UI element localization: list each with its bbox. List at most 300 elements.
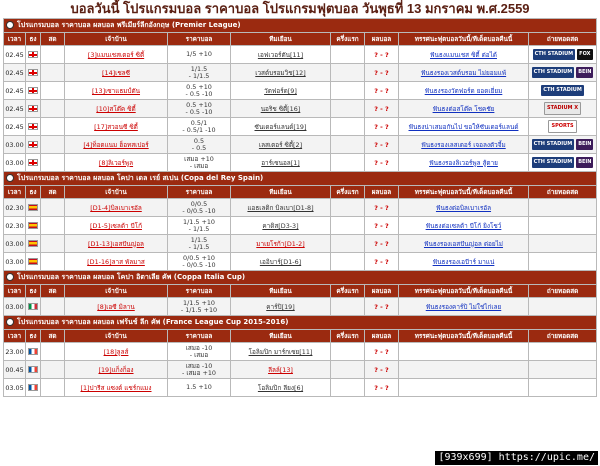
- home-team-cell: [65, 379, 168, 397]
- tip-cell: [399, 235, 529, 253]
- flag-cell: [26, 118, 41, 136]
- odds-cell: [168, 46, 231, 64]
- flag-cell: [26, 100, 41, 118]
- home-team-cell: [65, 199, 168, 217]
- away-team-cell: [231, 217, 331, 235]
- home-team-cell: [65, 361, 168, 379]
- match-time: 03.05: [4, 379, 26, 397]
- odds-line: - 0/0.5 -10: [182, 260, 216, 269]
- home-team-cell: [65, 154, 168, 172]
- flag-cell: [26, 217, 41, 235]
- column-header: สด: [41, 33, 65, 46]
- match-row: [4, 235, 597, 253]
- away-team-cell: [231, 82, 331, 100]
- half-time-score: [331, 136, 365, 154]
- match-time: 03.00: [4, 235, 26, 253]
- esp-flag-icon: [28, 222, 38, 229]
- home-team-cell: [65, 298, 168, 316]
- league-title[interactable]: โปรแกรมบอล ราคาบอล ผลบอล โคปา อิตาเลีย คัพ (Coppa Italia Cup): [17, 273, 246, 281]
- away-team-link[interactable]: มาเยโรก้า[D1-2]: [256, 239, 305, 248]
- match-time: 00.45: [4, 361, 26, 379]
- broadcast-cell: [529, 298, 597, 316]
- home-team-link[interactable]: [1]ปารีส แซงต์ แชร์กแมง: [80, 383, 152, 392]
- odds-line: - 1/1.5: [188, 224, 210, 233]
- away-team-link[interactable]: เวสต์บรอมวิช[12]: [255, 68, 306, 77]
- live-cell: [41, 361, 65, 379]
- league-header: [4, 172, 597, 186]
- odds-line: - 0/0.5 -10: [182, 206, 216, 215]
- league-title-cell: [4, 172, 597, 186]
- flag-cell: [26, 136, 41, 154]
- home-team-link[interactable]: [D1-4]บิลเบาเรอัล: [90, 203, 142, 212]
- tip-cell: [399, 199, 529, 217]
- column-header: ธง: [26, 186, 41, 199]
- channel-logo-icon: CTH STADIUM: [532, 139, 575, 150]
- broadcast-cell: [529, 235, 597, 253]
- odds-line: - 0.5 -10: [185, 89, 213, 98]
- column-header: ผลบอล: [365, 33, 399, 46]
- eng-flag-icon: [28, 105, 38, 112]
- tip-cell: [399, 379, 529, 397]
- column-header: ถ่ายทอดสด: [529, 186, 597, 199]
- home-team-link[interactable]: [14]เชลซี: [102, 68, 130, 77]
- odds-cell: [168, 253, 231, 271]
- flag-cell: [26, 298, 41, 316]
- away-team-cell: [231, 199, 331, 217]
- away-team-cell: [231, 298, 331, 316]
- odds-line: 1.5 +10: [186, 383, 212, 391]
- league-title[interactable]: โปรแกรมบอล ราคาบอล ผลบอล โคปา เดล เรย์ สเปน (Copa del Rey Spain): [17, 174, 264, 182]
- football-icon: [6, 318, 14, 326]
- home-team-cell: [65, 64, 168, 82]
- full-time-score: ? - ?: [365, 64, 399, 82]
- match-time: 03.00: [4, 298, 26, 316]
- tip-cell: [399, 298, 529, 316]
- odds-line: - 1/1.5 +10: [180, 305, 218, 314]
- odds-line: - 0.5: [191, 143, 207, 152]
- channel-logo-icon: CTH STADIUM: [541, 85, 584, 96]
- broadcast-cell: [529, 217, 597, 235]
- match-row: [4, 379, 597, 397]
- column-header: เวลา: [4, 285, 26, 298]
- channel-logo-icon: BEIN: [576, 139, 593, 150]
- column-header: ทรรศนะฟุตบอลวันนี้/ทีเด็ดบอลคืนนี้: [399, 285, 529, 298]
- away-team-link[interactable]: เออิบาร์[D1-6]: [259, 257, 302, 266]
- match-time: 02.45: [4, 46, 26, 64]
- half-time-score: [331, 46, 365, 64]
- match-time: 02.45: [4, 82, 26, 100]
- tip-cell: [399, 82, 529, 100]
- live-cell: [41, 100, 65, 118]
- half-time-score: [331, 343, 365, 361]
- away-team-cell: [231, 361, 331, 379]
- eng-flag-icon: [28, 159, 38, 166]
- home-team-cell: [65, 217, 168, 235]
- broadcast-cell: [529, 46, 597, 64]
- odds-cell: [168, 100, 231, 118]
- odds-cell: [168, 298, 231, 316]
- live-cell: [41, 235, 65, 253]
- column-header: สด: [41, 285, 65, 298]
- fra-flag-icon: [28, 384, 38, 391]
- live-cell: [41, 46, 65, 64]
- odds-line: 1/1.5 +10: [183, 217, 215, 226]
- away-team-cell: [231, 343, 331, 361]
- odds-cell: [168, 343, 231, 361]
- broadcast-cell: [529, 100, 597, 118]
- odds-line: 0/0.5 +10: [183, 253, 215, 262]
- odds-cell: [168, 154, 231, 172]
- league-title[interactable]: โปรแกรมบอล ราคาบอล ผลบอล พรีเมียร์ลีกอังกฤษ (Premier League): [17, 21, 241, 29]
- full-time-score: ? - ?: [365, 46, 399, 64]
- home-team-cell: [65, 82, 168, 100]
- live-cell: [41, 199, 65, 217]
- flag-cell: [26, 82, 41, 100]
- league-header: [4, 316, 597, 330]
- odds-cell: [168, 136, 231, 154]
- live-cell: [41, 82, 65, 100]
- column-header: เวลา: [4, 330, 26, 343]
- away-team-cell: [231, 154, 331, 172]
- tip-cell: [399, 253, 529, 271]
- half-time-score: [331, 118, 365, 136]
- tip-cell: [399, 136, 529, 154]
- column-header: ทีมเยือน: [231, 33, 331, 46]
- away-team-link[interactable]: วัตฟอร์ด[9]: [264, 86, 297, 95]
- full-time-score: ? - ?: [365, 136, 399, 154]
- home-team-cell: [65, 253, 168, 271]
- column-header: ทรรศนะฟุตบอลวันนี้/ทีเด็ดบอลคืนนี้: [399, 33, 529, 46]
- channel-logo-icon: CTH STADIUM: [532, 67, 575, 78]
- away-team-link[interactable]: แอธเลติก บิลเบา[D1-8]: [247, 203, 314, 212]
- flag-cell: [26, 64, 41, 82]
- flag-cell: [26, 343, 41, 361]
- live-cell: [41, 298, 65, 316]
- odds-cell: [168, 64, 231, 82]
- odds-line: 0/0.5: [190, 199, 208, 208]
- column-header: เวลา: [4, 33, 26, 46]
- flag-cell: [26, 46, 41, 64]
- away-team-cell: [231, 379, 331, 397]
- full-time-score: ? - ?: [365, 235, 399, 253]
- tip-link[interactable]: ฟันธงต่อสโต๊ค โชคชัย: [432, 104, 495, 113]
- home-team-cell: [65, 46, 168, 64]
- broadcast-cell: [529, 118, 597, 136]
- football-icon: [6, 21, 14, 29]
- broadcast-cell: [529, 253, 597, 271]
- odds-line: เสมอ +10: [184, 154, 214, 163]
- half-time-score: [331, 154, 365, 172]
- live-cell: [41, 217, 65, 235]
- full-time-score: ? - ?: [365, 253, 399, 271]
- column-header-row: [4, 285, 597, 298]
- home-team-link[interactable]: [17]สวอนซี ซิตี้: [94, 122, 138, 131]
- live-cell: [41, 379, 65, 397]
- tip-link[interactable]: ฟันธงแมนเชส ซิตี้ ต่อได้: [430, 50, 497, 59]
- odds-line: 0.5 +10: [186, 82, 212, 91]
- away-team-link[interactable]: คาดิส[D3-3]: [262, 221, 299, 230]
- tip-link[interactable]: ฟันธงต่อเซลต้า บีโก้ ยิงโชว์: [425, 221, 502, 230]
- half-time-score: [331, 235, 365, 253]
- odds-line: เสมอ -10: [185, 361, 213, 370]
- league-title-cell: [4, 271, 597, 285]
- tip-link[interactable]: ฟันธงรองลิเวอร์พูล สู้ตาย: [429, 158, 498, 167]
- tip-link[interactable]: ฟันธงรองเอบีาร์ มาแน่: [432, 257, 495, 266]
- half-time-score: [331, 253, 365, 271]
- flag-cell: [26, 253, 41, 271]
- home-team-link[interactable]: [19]แก็งก็อง: [98, 365, 134, 374]
- esp-flag-icon: [28, 258, 38, 265]
- odds-cell: [168, 235, 231, 253]
- column-header: สด: [41, 330, 65, 343]
- full-time-score: ? - ?: [365, 199, 399, 217]
- column-header: ราคาบอล: [168, 33, 231, 46]
- watermark: [939x699] https://upic.me/: [435, 451, 598, 465]
- home-team-link[interactable]: [8]เอซี มิลาน: [97, 302, 135, 311]
- league-title-cell: [4, 316, 597, 330]
- home-team-cell: [65, 118, 168, 136]
- channel-logo-icon: CTH STADIUM: [533, 49, 576, 60]
- full-time-score: ? - ?: [365, 298, 399, 316]
- column-header: ทีมเยือน: [231, 285, 331, 298]
- column-header: ราคาบอล: [168, 330, 231, 343]
- match-row: [4, 64, 597, 82]
- column-header-row: [4, 33, 597, 46]
- broadcast-cell: [529, 136, 597, 154]
- column-header: ถ่ายทอดสด: [529, 330, 597, 343]
- column-header: เวลา: [4, 186, 26, 199]
- tip-link[interactable]: ฟันธงรองเลสเตอร์ เจอลงตัวจี้ม: [421, 140, 506, 149]
- away-team-cell: [231, 118, 331, 136]
- eng-flag-icon: [28, 123, 38, 130]
- full-time-score: ? - ?: [365, 82, 399, 100]
- live-cell: [41, 64, 65, 82]
- match-time: 03.00: [4, 136, 26, 154]
- ita-flag-icon: [28, 303, 38, 310]
- eng-flag-icon: [28, 69, 38, 76]
- match-row: [4, 253, 597, 271]
- column-header: เจ้าบ้าน: [65, 33, 168, 46]
- home-team-cell: [65, 235, 168, 253]
- column-header: เจ้าบ้าน: [65, 330, 168, 343]
- tip-link[interactable]: ฟันธงรองเอสปันญ่อล ต่อยไม่: [423, 239, 504, 248]
- odds-cell: [168, 379, 231, 397]
- column-header: ราคาบอล: [168, 186, 231, 199]
- away-team-link[interactable]: โอลิมปิก มาร์กเซย[11]: [248, 347, 313, 356]
- column-header: ถ่ายทอดสด: [529, 33, 597, 46]
- home-team-link[interactable]: [D1-13]เอสปันญ่อล: [88, 239, 144, 248]
- tip-cell: [399, 343, 529, 361]
- tip-link[interactable]: ฟันธงรองวัตฟอร์ด ยอดเยี่ยม: [424, 86, 503, 95]
- odds-cell: [168, 82, 231, 100]
- home-team-cell: [65, 136, 168, 154]
- tip-cell: [399, 46, 529, 64]
- odds-line: 1/1.5: [190, 64, 208, 73]
- schedule-table: [3, 18, 597, 397]
- football-icon: [6, 273, 14, 281]
- away-team-cell: [231, 64, 331, 82]
- half-time-score: [331, 199, 365, 217]
- match-row: [4, 199, 597, 217]
- home-team-cell: [65, 343, 168, 361]
- column-header: ครึ่งแรก: [331, 330, 365, 343]
- match-time: 03.00: [4, 253, 26, 271]
- broadcast-cell: [529, 154, 597, 172]
- odds-line: 0.5/1: [190, 118, 208, 127]
- column-header: ผลบอล: [365, 186, 399, 199]
- odds-line: 0.5 +10: [186, 100, 212, 109]
- odds-line: - เสมอ +10: [182, 368, 216, 377]
- live-cell: [41, 343, 65, 361]
- column-header: ทรรศนะฟุตบอลวันนี้/ทีเด็ดบอลคืนนี้: [399, 330, 529, 343]
- column-header: ครึ่งแรก: [331, 186, 365, 199]
- home-team-link[interactable]: [D1-5]เซลต้า บีโก้: [90, 221, 142, 230]
- broadcast-cell: [529, 379, 597, 397]
- column-header: ทีมเยือน: [231, 186, 331, 199]
- away-team-link[interactable]: เลสเตอร์ ซิตี้[2]: [258, 140, 303, 149]
- full-time-score: ? - ?: [365, 217, 399, 235]
- eng-flag-icon: [28, 51, 38, 58]
- live-cell: [41, 253, 65, 271]
- column-header: สด: [41, 186, 65, 199]
- tip-cell: [399, 64, 529, 82]
- full-time-score: ? - ?: [365, 100, 399, 118]
- half-time-score: [331, 379, 365, 397]
- broadcast-cell: [529, 64, 597, 82]
- league-title[interactable]: โปรแกรมบอล ราคาบอล ผลบอล เฟร้นช์ ลีก คัพ (France League Cup 2015-2016): [17, 318, 289, 326]
- schedule-sheet: [3, 18, 596, 397]
- match-row: [4, 154, 597, 172]
- tip-link[interactable]: ฟันธงรองคาร์ปิ ไม่ใช่ไก่เลย: [425, 302, 502, 311]
- away-team-link[interactable]: เอฟเวอร์ตัน[11]: [257, 50, 304, 59]
- away-team-cell: [231, 100, 331, 118]
- tip-link[interactable]: ฟันธงรองเวสต์บรอม ไม่ยอมแพ้: [420, 68, 507, 77]
- half-time-score: [331, 298, 365, 316]
- match-row: [4, 217, 597, 235]
- away-team-link[interactable]: อาร์เซนอล[1]: [261, 158, 300, 167]
- match-row: [4, 118, 597, 136]
- away-team-cell: [231, 235, 331, 253]
- column-header: ราคาบอล: [168, 285, 231, 298]
- column-header: ทรรศนะฟุตบอลวันนี้/ทีเด็ดบอลคืนนี้: [399, 186, 529, 199]
- half-time-score: [331, 361, 365, 379]
- column-header-row: [4, 186, 597, 199]
- column-header: ผลบอล: [365, 285, 399, 298]
- match-row: [4, 343, 597, 361]
- esp-flag-icon: [28, 240, 38, 247]
- half-time-score: [331, 217, 365, 235]
- tip-cell: [399, 118, 529, 136]
- home-team-link[interactable]: [D1-16]ลาส พัลมาส: [87, 257, 145, 266]
- tip-cell: [399, 361, 529, 379]
- home-team-link[interactable]: [13]เซาแธมป์ตัน: [91, 86, 141, 95]
- away-team-link[interactable]: คาร์ปิ[19]: [266, 302, 295, 311]
- odds-line: 1/5 +10: [186, 50, 212, 58]
- column-header: ธง: [26, 33, 41, 46]
- odds-line: - เสมอ: [189, 350, 209, 359]
- away-team-cell: [231, 253, 331, 271]
- match-time: 02.45: [4, 64, 26, 82]
- home-team-link[interactable]: [3]แมนเชสเตอร์ ซิตี้: [87, 50, 145, 59]
- match-time: 03.00: [4, 154, 26, 172]
- channel-logo-icon: FOX: [577, 49, 592, 60]
- home-team-link[interactable]: [8]ลิเวอร์พูล: [98, 158, 134, 167]
- full-time-score: ? - ?: [365, 361, 399, 379]
- broadcast-cell: [529, 361, 597, 379]
- home-team-link[interactable]: [18]ลูลส์: [103, 347, 129, 356]
- away-team-cell: [231, 136, 331, 154]
- full-time-score: ? - ?: [365, 343, 399, 361]
- half-time-score: [331, 82, 365, 100]
- odds-line: 0.5: [193, 136, 205, 145]
- esp-flag-icon: [28, 204, 38, 211]
- away-team-link[interactable]: ลีลล์[13]: [268, 365, 293, 374]
- tip-cell: [399, 100, 529, 118]
- match-time: 23.00: [4, 343, 26, 361]
- column-header-row: [4, 330, 597, 343]
- home-team-link[interactable]: [4]ท็อตแนม ฮ็อทสเปอร์: [83, 140, 149, 149]
- league-header: [4, 271, 597, 285]
- column-header: ผลบอล: [365, 330, 399, 343]
- broadcast-cell: [529, 82, 597, 100]
- column-header: ถ่ายทอดสด: [529, 285, 597, 298]
- column-header: ธง: [26, 330, 41, 343]
- match-row: [4, 100, 597, 118]
- live-cell: [41, 154, 65, 172]
- match-row: [4, 361, 597, 379]
- away-team-link[interactable]: โอลิมปิก ลียง[6]: [257, 383, 304, 392]
- full-time-score: ? - ?: [365, 379, 399, 397]
- column-header: ครึ่งแรก: [331, 33, 365, 46]
- column-header: เจ้าบ้าน: [65, 186, 168, 199]
- away-team-link[interactable]: นอริช ซิตี้[16]: [260, 104, 301, 113]
- live-cell: [41, 118, 65, 136]
- odds-cell: [168, 217, 231, 235]
- full-time-score: ? - ?: [365, 154, 399, 172]
- flag-cell: [26, 154, 41, 172]
- channel-logo-icon: SPORTS: [548, 120, 576, 133]
- match-time: 02.30: [4, 199, 26, 217]
- league-title-cell: [4, 19, 597, 33]
- match-time: 02.45: [4, 100, 26, 118]
- flag-cell: [26, 361, 41, 379]
- league-header: [4, 19, 597, 33]
- home-team-cell: [65, 100, 168, 118]
- column-header: ธง: [26, 285, 41, 298]
- flag-cell: [26, 199, 41, 217]
- odds-line: เสมอ -10: [185, 343, 213, 352]
- odds-cell: [168, 361, 231, 379]
- fra-flag-icon: [28, 366, 38, 373]
- match-row: [4, 136, 597, 154]
- flag-cell: [26, 235, 41, 253]
- odds-line: - 1/1.5: [188, 71, 210, 80]
- column-header: ครึ่งแรก: [331, 285, 365, 298]
- full-time-score: ? - ?: [365, 118, 399, 136]
- eng-flag-icon: [28, 141, 38, 148]
- football-icon: [6, 174, 14, 182]
- match-time: 02.45: [4, 118, 26, 136]
- away-team-link[interactable]: ซันเดอร์แลนด์[19]: [254, 122, 307, 131]
- odds-line: - 0.5 -10: [185, 107, 213, 116]
- odds-line: - เสมอ: [189, 161, 209, 170]
- home-team-link[interactable]: [10]สโต๊ค ซิตี้: [96, 104, 136, 113]
- tip-cell: [399, 217, 529, 235]
- odds-line: 1/1.5: [190, 235, 208, 244]
- tip-link[interactable]: ฟันธงน่าเสมอกันไป ขอให้ซันเดอร์แลนด์: [408, 122, 519, 131]
- match-row: [4, 298, 597, 316]
- tip-link[interactable]: ฟันธงต่อบิลเบาเรอัล: [435, 203, 492, 212]
